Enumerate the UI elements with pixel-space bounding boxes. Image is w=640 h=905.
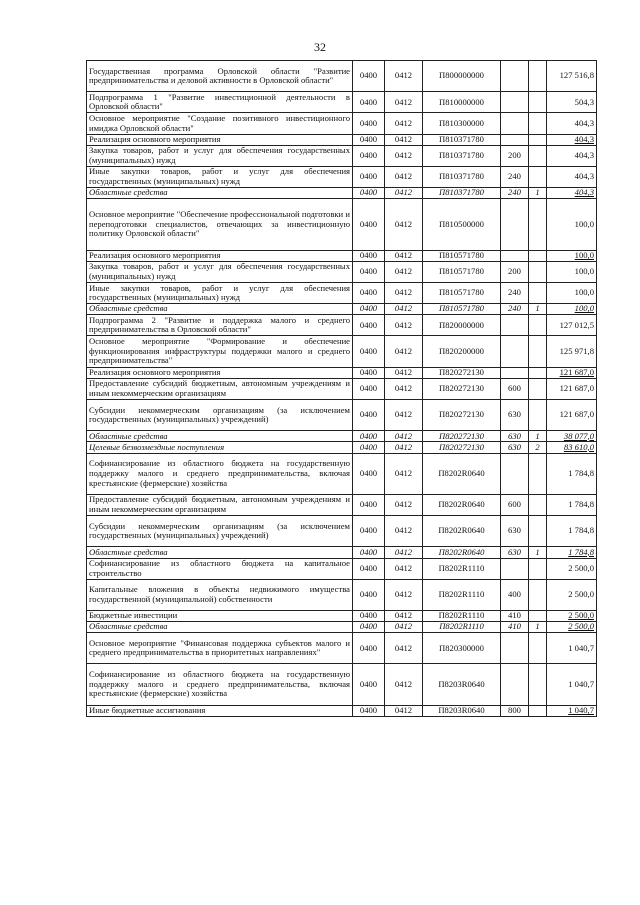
- row-amount: 404,3: [547, 145, 597, 166]
- row-subsection: 0412: [385, 664, 423, 705]
- row-subsection: 0412: [385, 134, 423, 145]
- row-subsection: 0412: [385, 250, 423, 261]
- row-subsection: 0412: [385, 145, 423, 166]
- row-section: 0400: [353, 113, 385, 134]
- row-amount: 1 040,7: [547, 633, 597, 664]
- row-name: Закупка товаров, работ и услуг для обеспечения государственных (муниципальных) нужд: [87, 261, 353, 282]
- row-source-code: [529, 261, 547, 282]
- row-expense-type: [501, 336, 529, 367]
- row-name: Реализация основного мероприятия: [87, 134, 353, 145]
- table-row: [87, 378, 597, 399]
- budget-table-body: [87, 61, 597, 717]
- row-target-article: П8203R0640: [423, 664, 501, 705]
- table-row: [87, 453, 597, 494]
- row-section: 0400: [353, 453, 385, 494]
- row-section: 0400: [353, 611, 385, 622]
- row-source-code: [529, 494, 547, 515]
- row-section: 0400: [353, 92, 385, 113]
- row-subsection: 0412: [385, 431, 423, 442]
- row-expense-type: 600: [501, 494, 529, 515]
- row-subsection: 0412: [385, 579, 423, 610]
- row-expense-type: [501, 633, 529, 664]
- row-amount: 127 012,5: [547, 315, 597, 336]
- row-expense-type: 630: [501, 431, 529, 442]
- row-source-code: [529, 579, 547, 610]
- row-section: 0400: [353, 378, 385, 399]
- row-name: Подпрограмма 2 "Развитие и поддержка малого и среднего предпринимательства в Орловской области": [87, 315, 353, 336]
- row-source-code: [529, 250, 547, 261]
- row-target-article: П8202R1110: [423, 558, 501, 579]
- row-target-article: П820200000: [423, 336, 501, 367]
- row-name: Иные закупки товаров, работ и услуг для обеспечения государственных (муниципальных) нужд: [87, 166, 353, 187]
- row-source-code: [529, 453, 547, 494]
- row-amount: 404,3: [547, 188, 597, 199]
- row-name: Предоставление субсидий бюджетным, автономным учреждениям и иным некоммерческим организациям: [87, 378, 353, 399]
- table-row: [87, 664, 597, 705]
- row-source-code: 1: [529, 622, 547, 633]
- row-subsection: 0412: [385, 547, 423, 558]
- row-subsection: 0412: [385, 453, 423, 494]
- row-amount: 121 687,0: [547, 367, 597, 378]
- row-target-article: П820272130: [423, 400, 501, 431]
- row-source-code: [529, 134, 547, 145]
- row-expense-type: 630: [501, 516, 529, 547]
- row-expense-type: 240: [501, 188, 529, 199]
- row-subsection: 0412: [385, 633, 423, 664]
- row-name: Государственная программа Орловской области "Развитие предпринимательства и деловой активности в Орловской области": [87, 61, 353, 92]
- row-subsection: 0412: [385, 558, 423, 579]
- row-name: Предоставление субсидий бюджетным, автономным учреждениям и иным некоммерческим организациям: [87, 494, 353, 515]
- row-expense-type: [501, 92, 529, 113]
- table-row: [87, 547, 597, 558]
- row-name: Областные средства: [87, 622, 353, 633]
- row-source-code: [529, 516, 547, 547]
- row-section: 0400: [353, 336, 385, 367]
- table-row: [87, 304, 597, 315]
- row-expense-type: 240: [501, 166, 529, 187]
- row-subsection: 0412: [385, 367, 423, 378]
- row-expense-type: [501, 61, 529, 92]
- table-row: [87, 705, 597, 716]
- row-target-article: П820300000: [423, 633, 501, 664]
- table-row: [87, 283, 597, 304]
- row-subsection: 0412: [385, 92, 423, 113]
- row-section: 0400: [353, 622, 385, 633]
- row-source-code: [529, 61, 547, 92]
- row-source-code: [529, 400, 547, 431]
- row-subsection: 0412: [385, 61, 423, 92]
- table-row: [87, 134, 597, 145]
- row-target-article: П820272130: [423, 367, 501, 378]
- row-section: 0400: [353, 558, 385, 579]
- row-amount: 2 500,0: [547, 558, 597, 579]
- row-section: 0400: [353, 664, 385, 705]
- row-amount: 404,3: [547, 166, 597, 187]
- row-name: Целевые безвозмездные поступления: [87, 442, 353, 453]
- table-row: [87, 188, 597, 199]
- row-name: Капитальные вложения в объекты недвижимого имущества государственной (муниципальной) собственности: [87, 579, 353, 610]
- table-row: [87, 61, 597, 92]
- row-name: Областные средства: [87, 188, 353, 199]
- row-amount: 1 040,7: [547, 705, 597, 716]
- row-name: Основное мероприятие "Обеспечение профессиональной подготовки и переподготовки специалистов, отвечающих за инвестиционную политику Орловской области": [87, 199, 353, 251]
- row-expense-type: 240: [501, 283, 529, 304]
- row-target-article: П810371780: [423, 134, 501, 145]
- row-expense-type: [501, 250, 529, 261]
- row-target-article: П8202R0640: [423, 516, 501, 547]
- row-source-code: 1: [529, 547, 547, 558]
- row-expense-type: [501, 558, 529, 579]
- row-subsection: 0412: [385, 315, 423, 336]
- budget-table: [86, 60, 597, 717]
- row-amount: 100,0: [547, 304, 597, 315]
- row-amount: 1 784,8: [547, 516, 597, 547]
- row-amount: 100,0: [547, 261, 597, 282]
- row-amount: 121 687,0: [547, 400, 597, 431]
- row-target-article: П800000000: [423, 61, 501, 92]
- row-source-code: 2: [529, 442, 547, 453]
- row-subsection: 0412: [385, 188, 423, 199]
- row-subsection: 0412: [385, 283, 423, 304]
- row-name: Софинансирование из областного бюджета на государственную поддержку малого и среднего предпринимательства, включая крестьянские (фермерские) хозяйства: [87, 664, 353, 705]
- row-section: 0400: [353, 61, 385, 92]
- row-target-article: П820272130: [423, 378, 501, 399]
- row-source-code: [529, 199, 547, 251]
- row-expense-type: 240: [501, 304, 529, 315]
- row-expense-type: [501, 134, 529, 145]
- row-source-code: [529, 633, 547, 664]
- row-expense-type: 200: [501, 261, 529, 282]
- table-row: [87, 261, 597, 282]
- row-amount: 2 500,0: [547, 622, 597, 633]
- row-amount: 504,3: [547, 92, 597, 113]
- table-row: [87, 367, 597, 378]
- row-target-article: П8202R1110: [423, 622, 501, 633]
- row-section: 0400: [353, 188, 385, 199]
- row-amount: 404,3: [547, 113, 597, 134]
- row-name: Закупка товаров, работ и услуг для обеспечения государственных (муниципальных) нужд: [87, 145, 353, 166]
- row-source-code: 1: [529, 304, 547, 315]
- row-expense-type: 630: [501, 442, 529, 453]
- table-row: [87, 113, 597, 134]
- row-source-code: [529, 611, 547, 622]
- table-row: [87, 516, 597, 547]
- row-amount: 100,0: [547, 199, 597, 251]
- row-expense-type: [501, 664, 529, 705]
- row-amount: 121 687,0: [547, 378, 597, 399]
- row-name: Иные закупки товаров, работ и услуг для обеспечения государственных (муниципальных) нужд: [87, 283, 353, 304]
- table-row: [87, 199, 597, 251]
- row-name: Реализация основного мероприятия: [87, 250, 353, 261]
- row-name: Областные средства: [87, 547, 353, 558]
- row-expense-type: 600: [501, 378, 529, 399]
- row-name: Софинансирование из областного бюджета на государственную поддержку малого и среднего предпринимательства, включая крестьянские (фермерские) хозяйства: [87, 453, 353, 494]
- row-target-article: П810000000: [423, 92, 501, 113]
- row-target-article: П8202R0640: [423, 453, 501, 494]
- row-target-article: П8202R1110: [423, 611, 501, 622]
- row-subsection: 0412: [385, 336, 423, 367]
- row-amount: 38 077,0: [547, 431, 597, 442]
- row-name: Бюджетные инвестиции: [87, 611, 353, 622]
- row-subsection: 0412: [385, 622, 423, 633]
- row-amount: 127 516,8: [547, 61, 597, 92]
- row-expense-type: 630: [501, 547, 529, 558]
- table-row: [87, 145, 597, 166]
- table-row: [87, 579, 597, 610]
- row-expense-type: 200: [501, 145, 529, 166]
- row-target-article: П810571780: [423, 304, 501, 315]
- table-row: [87, 315, 597, 336]
- row-target-article: П820000000: [423, 315, 501, 336]
- table-row: [87, 442, 597, 453]
- row-target-article: П810371780: [423, 166, 501, 187]
- row-section: 0400: [353, 199, 385, 251]
- row-section: 0400: [353, 283, 385, 304]
- row-name: Реализация основного мероприятия: [87, 367, 353, 378]
- row-source-code: [529, 113, 547, 134]
- table-row: [87, 250, 597, 261]
- row-target-article: П820272130: [423, 431, 501, 442]
- row-section: 0400: [353, 145, 385, 166]
- row-subsection: 0412: [385, 442, 423, 453]
- row-name: Областные средства: [87, 431, 353, 442]
- row-section: 0400: [353, 250, 385, 261]
- row-target-article: П810300000: [423, 113, 501, 134]
- row-target-article: П810571780: [423, 283, 501, 304]
- table-row: [87, 633, 597, 664]
- row-target-article: П820272130: [423, 442, 501, 453]
- row-section: 0400: [353, 494, 385, 515]
- row-name: Субсидии некоммерческим организациям (за исключением государственных (муниципальных) учреждений): [87, 516, 353, 547]
- row-expense-type: 410: [501, 611, 529, 622]
- row-target-article: П810571780: [423, 261, 501, 282]
- row-section: 0400: [353, 315, 385, 336]
- row-subsection: 0412: [385, 199, 423, 251]
- row-source-code: [529, 705, 547, 716]
- table-row: [87, 166, 597, 187]
- row-section: 0400: [353, 579, 385, 610]
- row-source-code: [529, 283, 547, 304]
- row-amount: 2 500,0: [547, 611, 597, 622]
- row-name: Подпрограмма 1 "Развитие инвестиционной деятельности в Орловской области": [87, 92, 353, 113]
- row-section: 0400: [353, 516, 385, 547]
- row-amount: 83 610,0: [547, 442, 597, 453]
- row-amount: 125 971,8: [547, 336, 597, 367]
- row-amount: 404,3: [547, 134, 597, 145]
- row-target-article: П810571780: [423, 250, 501, 261]
- row-subsection: 0412: [385, 304, 423, 315]
- row-target-article: П810371780: [423, 188, 501, 199]
- row-target-article: П8202R1110: [423, 579, 501, 610]
- row-subsection: 0412: [385, 261, 423, 282]
- row-source-code: [529, 315, 547, 336]
- row-name: Основное мероприятие "Создание позитивного инвестиционного имиджа Орловской области": [87, 113, 353, 134]
- row-subsection: 0412: [385, 611, 423, 622]
- row-section: 0400: [353, 400, 385, 431]
- row-amount: 1 040,7: [547, 664, 597, 705]
- row-section: 0400: [353, 633, 385, 664]
- row-subsection: 0412: [385, 113, 423, 134]
- row-amount: 1 784,8: [547, 453, 597, 494]
- row-section: 0400: [353, 304, 385, 315]
- row-name: Софинансирование из областного бюджета на капитальное строительство: [87, 558, 353, 579]
- row-subsection: 0412: [385, 400, 423, 431]
- row-expense-type: [501, 315, 529, 336]
- row-subsection: 0412: [385, 166, 423, 187]
- row-section: 0400: [353, 166, 385, 187]
- row-name: Областные средства: [87, 304, 353, 315]
- table-row: [87, 622, 597, 633]
- row-section: 0400: [353, 547, 385, 558]
- table-row: [87, 400, 597, 431]
- row-source-code: [529, 92, 547, 113]
- row-name: Субсидии некоммерческим организациям (за исключением государственных (муниципальных) учреждений): [87, 400, 353, 431]
- row-subsection: 0412: [385, 494, 423, 515]
- row-expense-type: [501, 199, 529, 251]
- row-expense-type: [501, 367, 529, 378]
- row-expense-type: 630: [501, 400, 529, 431]
- row-target-article: П810500000: [423, 199, 501, 251]
- row-section: 0400: [353, 367, 385, 378]
- row-source-code: 1: [529, 431, 547, 442]
- row-source-code: [529, 166, 547, 187]
- table-row: [87, 336, 597, 367]
- row-amount: 2 500,0: [547, 579, 597, 610]
- row-source-code: 1: [529, 188, 547, 199]
- table-row: [87, 611, 597, 622]
- table-row: [87, 494, 597, 515]
- row-name: Иные бюджетные ассигнования: [87, 705, 353, 716]
- row-section: 0400: [353, 705, 385, 716]
- row-source-code: [529, 336, 547, 367]
- row-amount: 1 784,8: [547, 547, 597, 558]
- row-amount: 100,0: [547, 283, 597, 304]
- row-name: Основное мероприятие "Формирование и обеспечение функционирования инфраструктуры поддержки малого и среднего предпринимательства": [87, 336, 353, 367]
- row-source-code: [529, 378, 547, 399]
- row-source-code: [529, 367, 547, 378]
- row-section: 0400: [353, 134, 385, 145]
- row-expense-type: 400: [501, 579, 529, 610]
- row-section: 0400: [353, 261, 385, 282]
- row-target-article: П8202R0640: [423, 547, 501, 558]
- table-row: [87, 431, 597, 442]
- row-expense-type: 410: [501, 622, 529, 633]
- table-row: [87, 92, 597, 113]
- row-target-article: П8203R0640: [423, 705, 501, 716]
- row-target-article: П8202R0640: [423, 494, 501, 515]
- row-expense-type: 800: [501, 705, 529, 716]
- row-source-code: [529, 145, 547, 166]
- row-subsection: 0412: [385, 378, 423, 399]
- row-source-code: [529, 558, 547, 579]
- row-name: Основное мероприятие "Финансовая поддержка субъектов малого и среднего предпринимательства в приоритетных направлениях": [87, 633, 353, 664]
- row-expense-type: [501, 113, 529, 134]
- row-expense-type: [501, 453, 529, 494]
- row-source-code: [529, 664, 547, 705]
- row-amount: 1 784,8: [547, 494, 597, 515]
- row-section: 0400: [353, 431, 385, 442]
- row-target-article: П810371780: [423, 145, 501, 166]
- row-subsection: 0412: [385, 705, 423, 716]
- row-subsection: 0412: [385, 516, 423, 547]
- table-row: [87, 558, 597, 579]
- row-amount: 100,0: [547, 250, 597, 261]
- page-number: 32: [314, 40, 326, 54]
- row-section: 0400: [353, 442, 385, 453]
